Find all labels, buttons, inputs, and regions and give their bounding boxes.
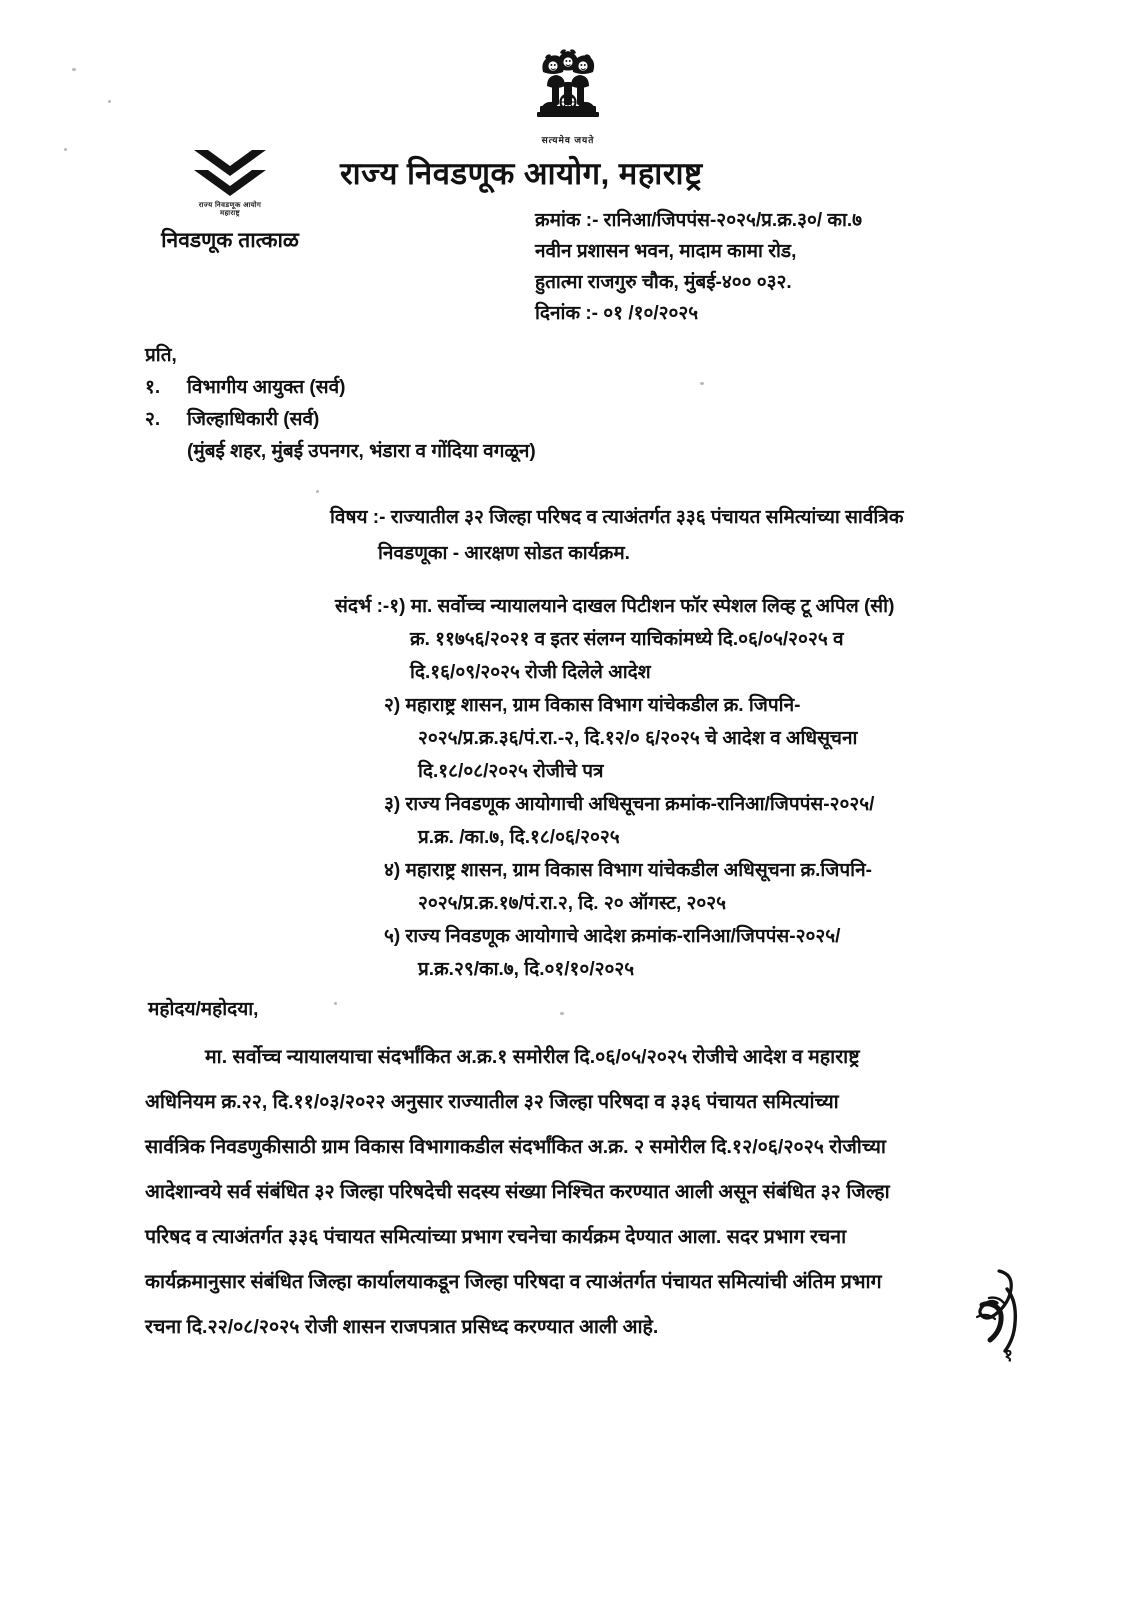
reference-item-2-line-3: दि.१८/०८/२०२५ रोजीचे पत्र [418, 761, 604, 782]
organisation-title: राज्य निवडणूक आयोग, महाराष्ट्र [340, 156, 703, 191]
address-block [535, 205, 862, 329]
recipient-text: विभागीय आयुक्त (सर्व) [187, 377, 346, 398]
recipients-label: प्रति, [145, 345, 177, 366]
subject-line-1: विषय :- राज्यातील ३२ जिल्हा परिषद व त्याअंतर्गत ३३६ पंचायत समित्यांच्या सार्वत्रिक [330, 507, 904, 528]
body-line-7: रचना दि.२२/०८/२०२५ रोजी शासन राजपत्रात प्रसिध्द करण्यात आली आहे. [145, 1316, 659, 1338]
reference-item-4-line-2: २०२५/प्र.क्र.१७/पं.रा.२, दि. २० ऑगस्ट, २०२५ [418, 893, 727, 914]
body-line-1-text: मा. सर्वोच्च न्यायालयाचा संदर्भांकित अ.क्र.१ समोरील दि.०६/०५/२०२५ रोजीचे आदेश व महाराष्ट्र [205, 1046, 860, 1068]
recipient-number: १. [145, 377, 161, 398]
reference-item-4-line-1: ४) महाराष्ट्र शासन, ग्राम विकास विभाग यांचेकडील अधिसूचना क्र.जिपनि- [384, 860, 872, 881]
body-line-1 [145, 1035, 1033, 1080]
salutation: महोदय/महोदया, [148, 999, 259, 1020]
reference-item-2-line-2: २०२५/प्र.क्र.३६/पं.रा.-२, दि.१२/० ६/२०२५ चे आदेश व अधिसूचना [418, 728, 858, 749]
body-line-4: आदेशान्वये सर्व संबंधित ३२ जिल्हा परिषदेची सदस्य संख्या निश्चित करण्यात आली असून संबंधित ३२ जिल्हा [145, 1181, 890, 1203]
body-line-6: कार्यक्रमानुसार संबंधित जिल्हा कार्यालयाकडून जिल्हा परिषदा व त्याअंतर्गत पंचायत समित्यांची अंतिम प्रभाग [145, 1271, 882, 1293]
body-paragraph [145, 1035, 1033, 1350]
logo-subtext [140, 202, 320, 218]
recipient-item [145, 372, 536, 404]
reference-item-1-line-3: दि.१६/०९/२०२५ रोजी दिलेले आदेश [410, 662, 651, 683]
reference-number: क्रमांक :- रानिआ/जिपपंस-२०२५/प्र.क्र.३०/ का.७ [535, 210, 863, 231]
subject-line-2: निवडणूका - आरक्षण सोडत कार्यक्रम. [378, 543, 630, 564]
scan-speckle [560, 1012, 564, 1015]
scan-speckle [316, 490, 319, 493]
reference-item-1-line-1: संदर्भ :-१) मा. सर्वोच्च न्यायालयाने दाखल पिटीशन फॉर स्पेशल लिव्ह टू अपिल (सी) [335, 596, 895, 617]
reference-item-3-line-1: ३) राज्य निवडणूक आयोगाची अधिसूचना क्रमांक-रानिआ/जिपपंस-२०२५/ [384, 794, 875, 815]
state-election-commission-logo [140, 148, 320, 254]
body-line-2: अधिनियम क्र.२२, दि.११/०३/२०२२ अनुसार राज्यातील ३२ जिल्हा परिषदा व ३३६ पंचायत समित्यांच्या [145, 1091, 839, 1113]
document-date: दिनांक :- ०१ /१०/२०२५ [535, 303, 699, 324]
body-line-3: सार्वत्रिक निवडणुकीसाठी ग्राम विकास विभागाकडील संदर्भांकित अ.क्र. २ समोरील दि.१२/०६/२०२५ रोजीच्या [145, 1136, 886, 1158]
reference-item-5-line-1: ५) राज्य निवडणूक आयोगाचे आदेश क्रमांक-रानिआ/जिपपंस-२०२५/ [384, 926, 841, 947]
reference-item-3-line-2: प्र.क्र. /का.७, दि.१८/०६/२०२५ [418, 827, 620, 848]
scan-speckle [700, 382, 704, 385]
address-line-1: नवीन प्रशासन भवन, मादाम कामा रोड, [535, 241, 797, 262]
scan-speckle [64, 148, 67, 151]
page-number: १ [1004, 1346, 1013, 1365]
address-line-2: हुतात्मा राजगुरु चौक, मुंबई-४०० ०३२. [535, 272, 792, 293]
logo-subtext-line2: महाराष्ट्र [219, 210, 241, 218]
reference-item-1-line-2: क्र. ११७५६/२०२१ व इतर संलग्न याचिकांमध्ये दि.०६/०५/२०२५ व [410, 629, 844, 650]
handwritten-signature [955, 1265, 1045, 1360]
national-emblem [508, 42, 628, 146]
logo-tagline: निवडणूक तात्काळ [161, 229, 299, 253]
scan-speckle [108, 100, 111, 103]
reference-item-5-line-2: प्र.क्र.२९/का.७, दि.०१/१०/२०२५ [418, 959, 635, 980]
emblem-motto: सत्यमेव जयते [541, 135, 595, 145]
reference-item-2-line-1: २) महाराष्ट्र शासन, ग्राम विकास विभाग यांचेकडील क्र. जिपनि- [384, 695, 801, 716]
references-block [335, 590, 1035, 986]
recipient-text: जिल्हाधिकारी (सर्व) [187, 409, 320, 430]
scan-speckle [334, 1002, 337, 1005]
logo-subtext-line1: राज्य निवडणूक आयोग [198, 202, 262, 209]
recipients-exclusion-note: (मुंबई शहर, मुंबई उपनगर, भंडारा व गोंदिया वगळून) [187, 441, 536, 462]
recipient-item [145, 404, 536, 436]
scan-speckle [72, 68, 76, 71]
double-chevron-icon [192, 148, 268, 200]
ashoka-lion-capital-icon [525, 42, 611, 132]
recipients-block [145, 340, 536, 468]
recipient-number: २. [145, 409, 161, 430]
subject-block [330, 500, 1030, 572]
body-line-5: परिषद व त्याअंतर्गत ३३६ पंचायत समित्यांच्या प्रभाग रचनेचा कार्यक्रम देण्यात आला. सदर प्रभाग रचना [145, 1226, 847, 1248]
